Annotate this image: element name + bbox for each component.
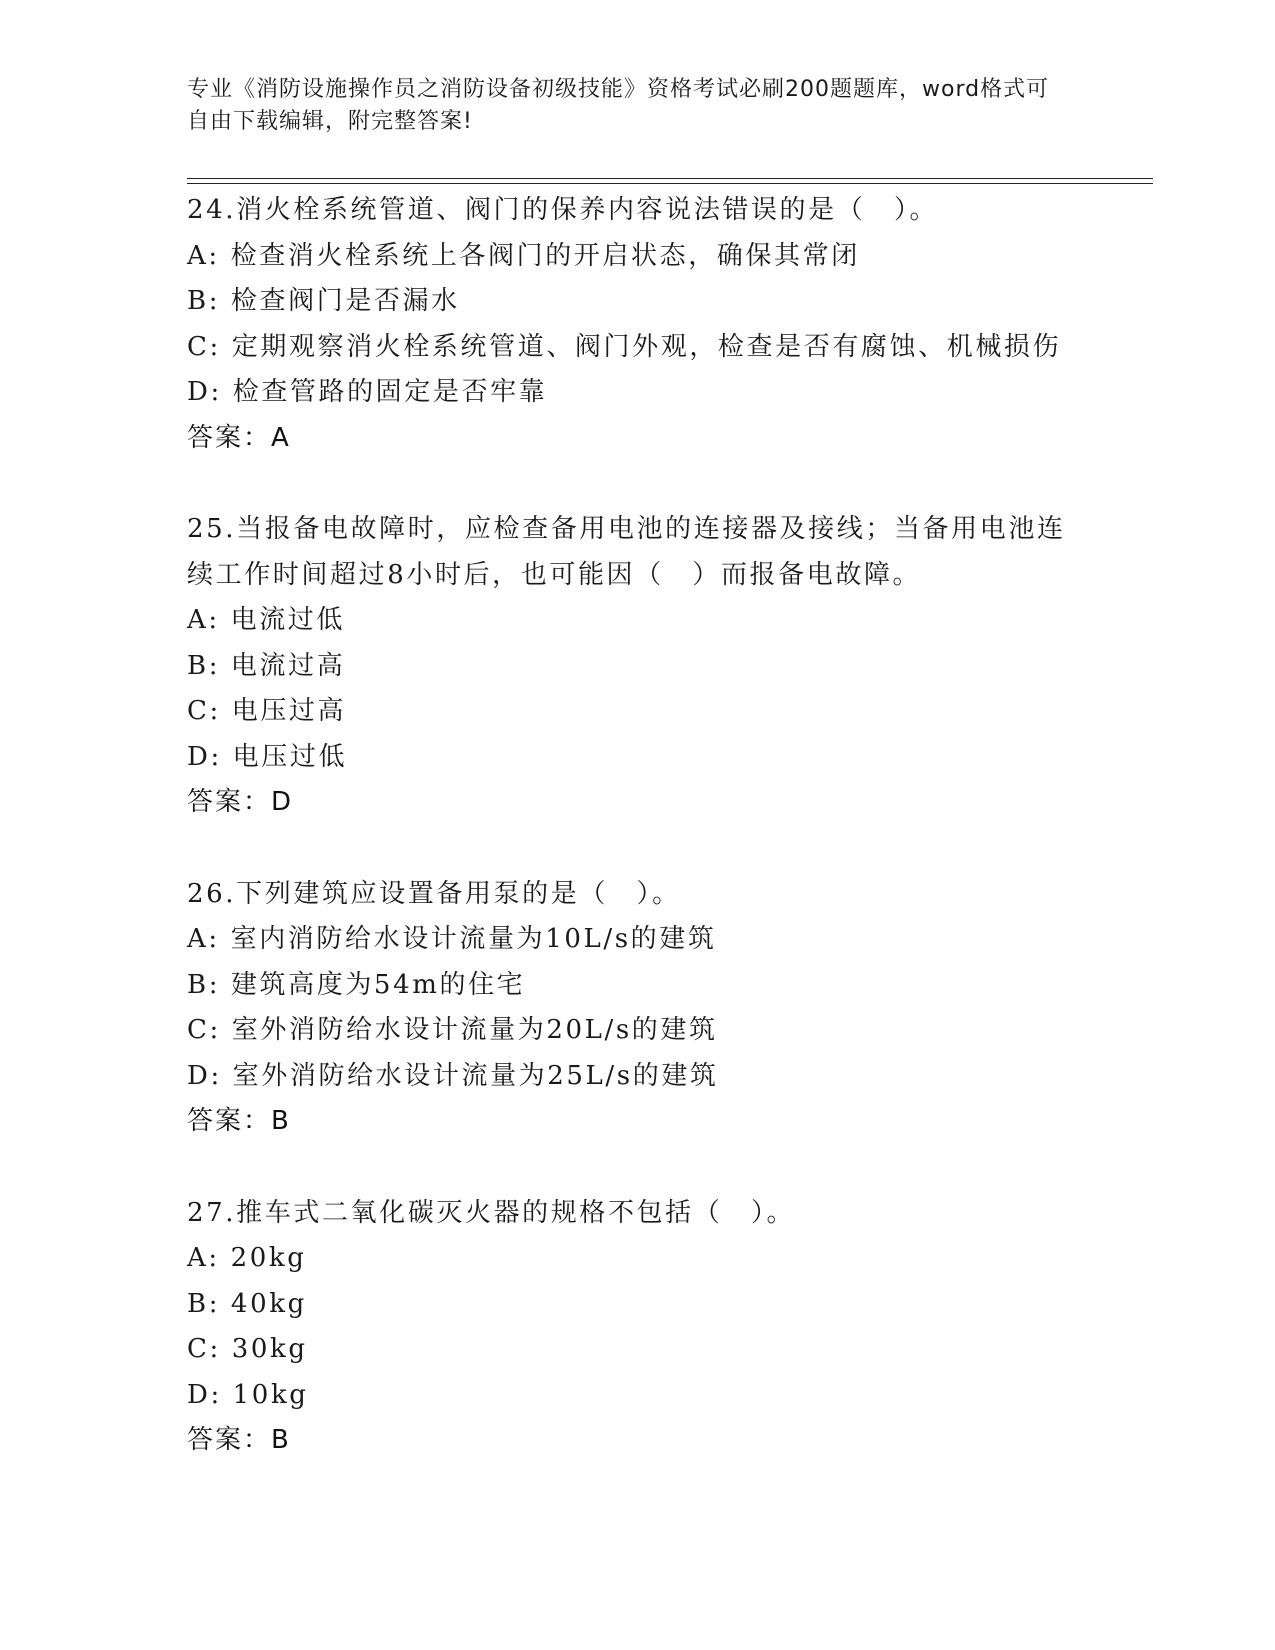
option-b: B: 检查阀门是否漏水 bbox=[187, 286, 460, 316]
option-b: B: 40kg bbox=[187, 1288, 307, 1319]
option-a: A: 检查消火栓系统上各阀门的开启状态，确保其常闭 bbox=[187, 240, 860, 271]
option-c: C: 电压过高 bbox=[187, 696, 347, 726]
answer-line: 答案：D bbox=[187, 787, 294, 817]
answer-line: 答案：A bbox=[187, 422, 291, 453]
option-a: A: 20kg bbox=[187, 1243, 307, 1273]
option-d: D: 10kg bbox=[187, 1379, 309, 1410]
question-stem: 27.推车式二氧化碳灭火器的规格不包括（ ）。 bbox=[187, 1197, 796, 1228]
option-d: D: 电压过低 bbox=[187, 741, 348, 772]
header-divider-bottom bbox=[187, 183, 1153, 184]
option-b: B: 建筑高度为54m的住宅 bbox=[187, 969, 526, 1000]
option-b: B: 电流过高 bbox=[187, 650, 346, 681]
question-list bbox=[187, 188, 1087, 1510]
question-26 bbox=[187, 872, 1087, 1145]
answer-line: 答案：B bbox=[187, 1425, 291, 1455]
option-d: D: 检查管路的固定是否牢靠 bbox=[187, 377, 548, 407]
question-24 bbox=[187, 188, 1087, 461]
option-a: A: 室内消防给水设计流量为10L/s的建筑 bbox=[187, 924, 717, 954]
option-c: C: 室外消防给水设计流量为20L/s的建筑 bbox=[187, 1015, 718, 1045]
option-c: C: 30kg bbox=[187, 1334, 308, 1364]
question-stem: 25.当报备电故障时，应检查备用电池的连接器及接线；当备用电池连续工作时间超过8小时后，也可能因（ ）而报备电故障。 bbox=[187, 514, 1066, 590]
question-25 bbox=[187, 507, 1087, 826]
header-divider-top bbox=[187, 178, 1153, 179]
option-c: C: 定期观察消火栓系统管道、阀门外观，检查是否有腐蚀、机械损伤 bbox=[187, 331, 1062, 362]
question-27 bbox=[187, 1191, 1087, 1464]
document-header: 专业《消防设施操作员之消防设备初级技能》资格考试必刷200题题库，word格式可自由下载编辑，附完整答案! bbox=[187, 77, 1050, 134]
answer-line: 答案：B bbox=[187, 1106, 291, 1136]
option-d: D: 室外消防给水设计流量为25L/s的建筑 bbox=[187, 1060, 719, 1091]
question-stem: 26.下列建筑应设置备用泵的是（ ）。 bbox=[187, 878, 681, 909]
question-stem: 24.消火栓系统管道、阀门的保养内容说法错误的是（ ）。 bbox=[187, 195, 939, 225]
option-a: A: 电流过低 bbox=[187, 605, 346, 635]
